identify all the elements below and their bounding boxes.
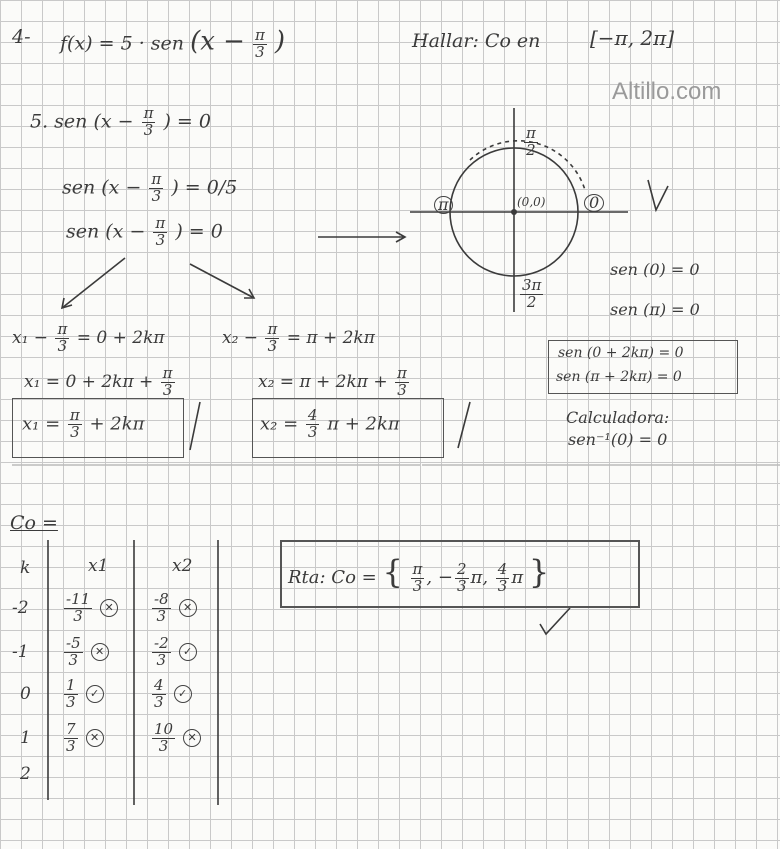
cell-num: -8: [154, 590, 169, 608]
table-row-k-0: 0: [20, 684, 31, 704]
arrow-right-branch: [190, 264, 254, 298]
check-x1: [190, 402, 200, 450]
interval: [−π, 2π]: [590, 26, 675, 50]
eq3-right: ) = 0: [175, 220, 223, 243]
check-circle: [648, 180, 668, 210]
x1-step-1-right: = 0 + 2kπ: [76, 327, 165, 348]
cell-num: 4: [154, 676, 164, 694]
circle-top-den: 2: [526, 140, 536, 159]
note-calculator: Calculadora:: [566, 408, 670, 427]
circle-top-num: π: [526, 124, 536, 142]
x2-step-2-text: x₂ = π + 2kπ +: [258, 371, 388, 392]
eq1-den: 3: [143, 120, 154, 139]
circle-bottom-num-a: 3: [522, 276, 532, 294]
cell-den: 3: [156, 606, 167, 625]
eq3-num: π: [155, 214, 166, 232]
x1-result: [22, 408, 145, 441]
x2-step-2: [258, 366, 411, 399]
arg-den: 3: [255, 42, 265, 61]
eq2-right: ) = 0/5: [171, 176, 238, 199]
cell-den: 3: [73, 606, 83, 625]
x1-step-1: [12, 322, 165, 355]
circle-left-label: π: [434, 196, 453, 214]
eq2-num: π: [151, 170, 162, 188]
table-header-k: k: [20, 558, 31, 578]
eq1-num: π: [143, 104, 154, 122]
x2-step-2-den: 3: [397, 380, 407, 399]
table-row-x1-0: [62, 678, 104, 711]
table-row-x1-1: [62, 722, 104, 755]
x2-result-right: π + 2kπ: [327, 413, 400, 435]
eq2-left: sen (x −: [62, 176, 142, 199]
x2-result-num: 4: [307, 406, 318, 424]
arg-close: ): [274, 26, 286, 57]
answer-v3-den: 3: [497, 576, 508, 595]
table-row-k-2: 2: [20, 764, 31, 784]
answer-v2-num: 2: [456, 559, 467, 578]
x2-step-1-right: = π + 2kπ: [286, 327, 375, 348]
cross-mark-icon: ✕: [100, 599, 118, 617]
function-label: f(x) = 5 · sen: [60, 32, 185, 55]
cell-den: 3: [156, 650, 167, 669]
circle-right-label: 0: [584, 194, 604, 212]
table-row-x1-minus2: [62, 592, 118, 625]
circle-center-dot: [511, 209, 517, 215]
circle-bottom-label: [518, 278, 545, 311]
x2-step-2-num: π: [397, 364, 407, 382]
table-header-x2: x2: [172, 556, 193, 576]
table-header-x1: x1: [88, 556, 109, 576]
note-sen0: sen (0) = 0: [610, 260, 700, 279]
eq1-right: ) = 0: [163, 110, 211, 133]
x1-result-left: x₁ =: [22, 413, 61, 435]
arg-open: (x −: [190, 26, 245, 57]
x1-result-den: 3: [70, 422, 80, 441]
x2-result: [260, 408, 400, 441]
table-row-x2-minus1: [150, 636, 197, 669]
cell-den: 3: [66, 736, 76, 755]
note-general-2: sen (π + 2kπ) = 0: [556, 369, 682, 385]
eq2-den: 3: [151, 186, 162, 205]
eq3-den: 3: [155, 230, 166, 249]
cross-mark-icon: ✕: [91, 643, 109, 661]
table-row-x2-minus2: [150, 592, 197, 625]
answer-label: Rta: Co =: [288, 567, 377, 588]
cell-num: -5: [66, 634, 81, 652]
check-mark-icon: ✓: [86, 685, 104, 703]
check-mark-icon: ✓: [174, 685, 192, 703]
x1-step-2-den: 3: [162, 380, 173, 399]
answer: Rta: Co = { $\frac{\pi}{3}$ , − $\frac{2}{3}$ π, $\frac{4}{3}$ π }: [288, 553, 550, 595]
check-answer: [540, 608, 570, 634]
table-row-k-minus2: -2: [12, 598, 29, 618]
cross-mark-icon: ✕: [86, 729, 104, 747]
cross-mark-icon: ✕: [183, 729, 201, 747]
arrow-left-branch: [62, 258, 125, 308]
x1-step-1-num: π: [57, 320, 68, 338]
x2-step-1-left: x₂ −: [222, 327, 259, 348]
cell-den: 3: [68, 650, 79, 669]
table-row-x2-1: [150, 722, 201, 755]
answer-v1-num: π: [412, 559, 423, 578]
table-row-k-1: 1: [20, 728, 31, 748]
table-row-x1-minus1: [62, 636, 109, 669]
answer-v2-den: 3: [456, 576, 467, 595]
note-arcsin: sen⁻¹(0) = 0: [568, 430, 668, 449]
watermark-logo: Altillo.com: [612, 78, 722, 105]
eq3-left: sen (x −: [66, 220, 146, 243]
answer-v3-tail: π: [511, 567, 524, 588]
cell-num: -11: [66, 590, 91, 608]
x2-result-left: x₂ =: [260, 413, 299, 435]
answer-close-brace: }: [528, 553, 550, 591]
cell-den: 3: [154, 692, 164, 711]
eq1-left: 5. sen (x −: [30, 110, 134, 133]
circle-top-label: [522, 126, 540, 159]
note-senpi: sen (π) = 0: [610, 300, 700, 319]
circle-bottom-num-b: π: [531, 276, 542, 294]
answer-v1-den: 3: [412, 576, 423, 595]
answer-v2-tail: π,: [470, 567, 489, 588]
cell-num: -2: [154, 634, 169, 652]
check-x2: [458, 402, 470, 448]
x2-result-den: 3: [307, 422, 318, 441]
task-text: Hallar: Co en: [412, 30, 541, 52]
check-mark-icon: ✓: [179, 643, 197, 661]
problem-number: 4-: [12, 26, 31, 48]
cell-den: 3: [158, 736, 169, 755]
x1-step-2-text: x₁ = 0 + 2kπ +: [24, 371, 154, 392]
x2-step-1: [222, 322, 375, 355]
answer-v3-num: 4: [497, 559, 508, 578]
answer-v2-sign: −: [437, 567, 453, 588]
x1-step-1-left: x₁ −: [12, 327, 49, 348]
x1-step-1-den: 3: [57, 336, 68, 355]
x1-step-2-num: π: [162, 364, 173, 382]
cell-den: 3: [66, 692, 76, 711]
table-row-k-minus1: -1: [12, 642, 29, 662]
co-label: Co =: [10, 512, 58, 534]
x1-step-2: [24, 366, 177, 399]
cell-num: 7: [66, 720, 76, 738]
note-general-1: sen (0 + 2kπ) = 0: [558, 345, 684, 361]
circle-bottom-den: 2: [526, 292, 537, 311]
x1-result-right: + 2kπ: [89, 413, 145, 435]
table-row-x2-0: [150, 678, 192, 711]
circle-center-label: (0,0): [517, 195, 546, 209]
cross-mark-icon: ✕: [179, 599, 197, 617]
x2-step-1-num: π: [267, 320, 278, 338]
arg-num: π: [254, 26, 265, 44]
x2-step-1-den: 3: [267, 336, 278, 355]
cell-num: 10: [154, 720, 174, 738]
answer-open-brace: {: [382, 553, 403, 591]
cell-num: 1: [66, 676, 76, 694]
x1-result-num: π: [69, 406, 80, 424]
